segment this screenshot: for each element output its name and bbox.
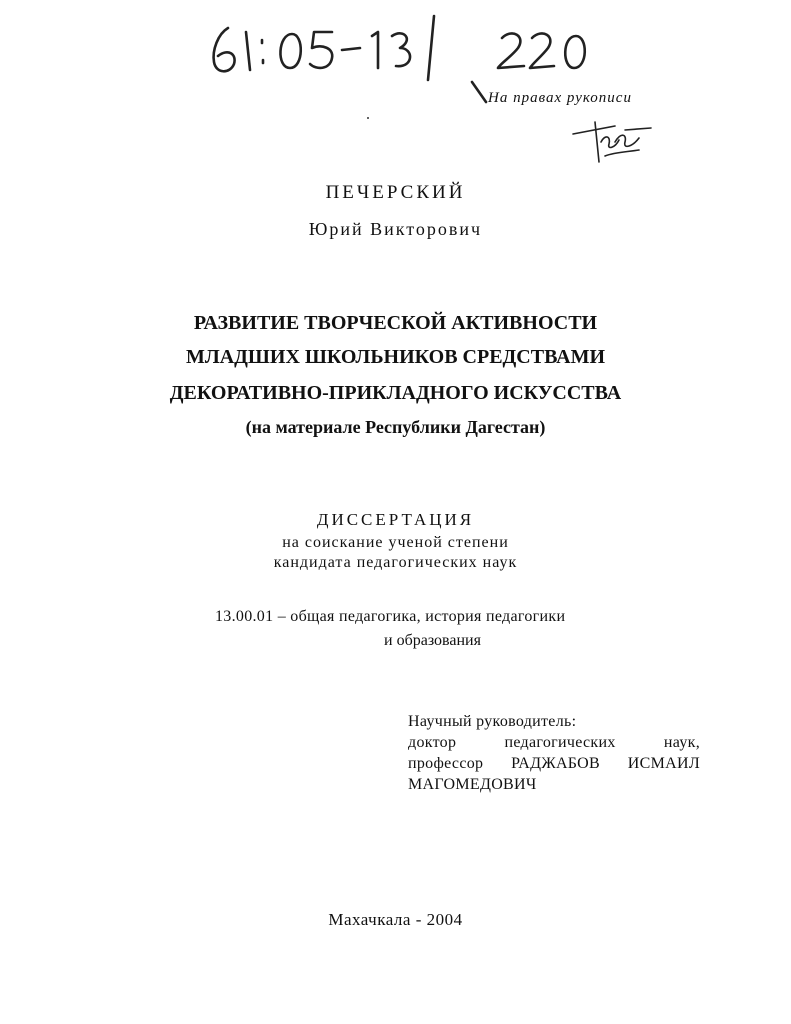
advisor-title: профессор xyxy=(408,755,484,772)
specialty-line-2: и образования xyxy=(384,632,481,649)
signature-mark xyxy=(565,112,655,167)
author-given-names: Юрий Викторович xyxy=(308,219,483,239)
title-line-3: ДЕКОРАТИВНО-ПРИКЛАДНОГО ИСКУССТВА xyxy=(169,382,622,404)
dissertation-label: ДИССЕРТАЦИЯ xyxy=(316,510,475,529)
title-subtitle: (на материале Республики Дагестан) xyxy=(245,417,546,437)
degree-line-1: на соискание ученой степени xyxy=(282,534,509,551)
title-line-2: МЛАДШИХ ШКОЛЬНИКОВ СРЕДСТВАМИ xyxy=(185,346,606,368)
advisor-patronymic: МАГОМЕДОВИЧ xyxy=(408,776,537,793)
rights-note: На правах рукописи xyxy=(488,90,632,106)
place-year: Махачкала - 2004 xyxy=(328,910,463,929)
speck-mark xyxy=(367,117,369,119)
advisor-degree xyxy=(408,732,700,753)
advisor-first-name: ИСМАИЛ xyxy=(627,755,700,772)
title-line-1: РАЗВИТИЕ ТВОРЧЕСКОЙ АКТИВНОСТИ xyxy=(193,312,598,334)
advisor-surname: РАДЖАБОВ xyxy=(511,755,601,772)
advisor-degree-word-1: доктор xyxy=(408,734,457,751)
degree-line-2: кандидата педагогических наук xyxy=(273,554,518,571)
advisor-degree-word-3: наук, xyxy=(663,734,700,751)
author-surname: ПЕЧЕРСКИЙ xyxy=(325,182,466,203)
specialty-line-1: 13.00.01 – общая педагогика, история педагогики xyxy=(215,608,566,625)
advisor-name-line xyxy=(408,753,700,774)
advisor-degree-word-2: педагогических xyxy=(504,734,616,751)
advisor-heading: Научный руководитель: xyxy=(408,713,577,730)
